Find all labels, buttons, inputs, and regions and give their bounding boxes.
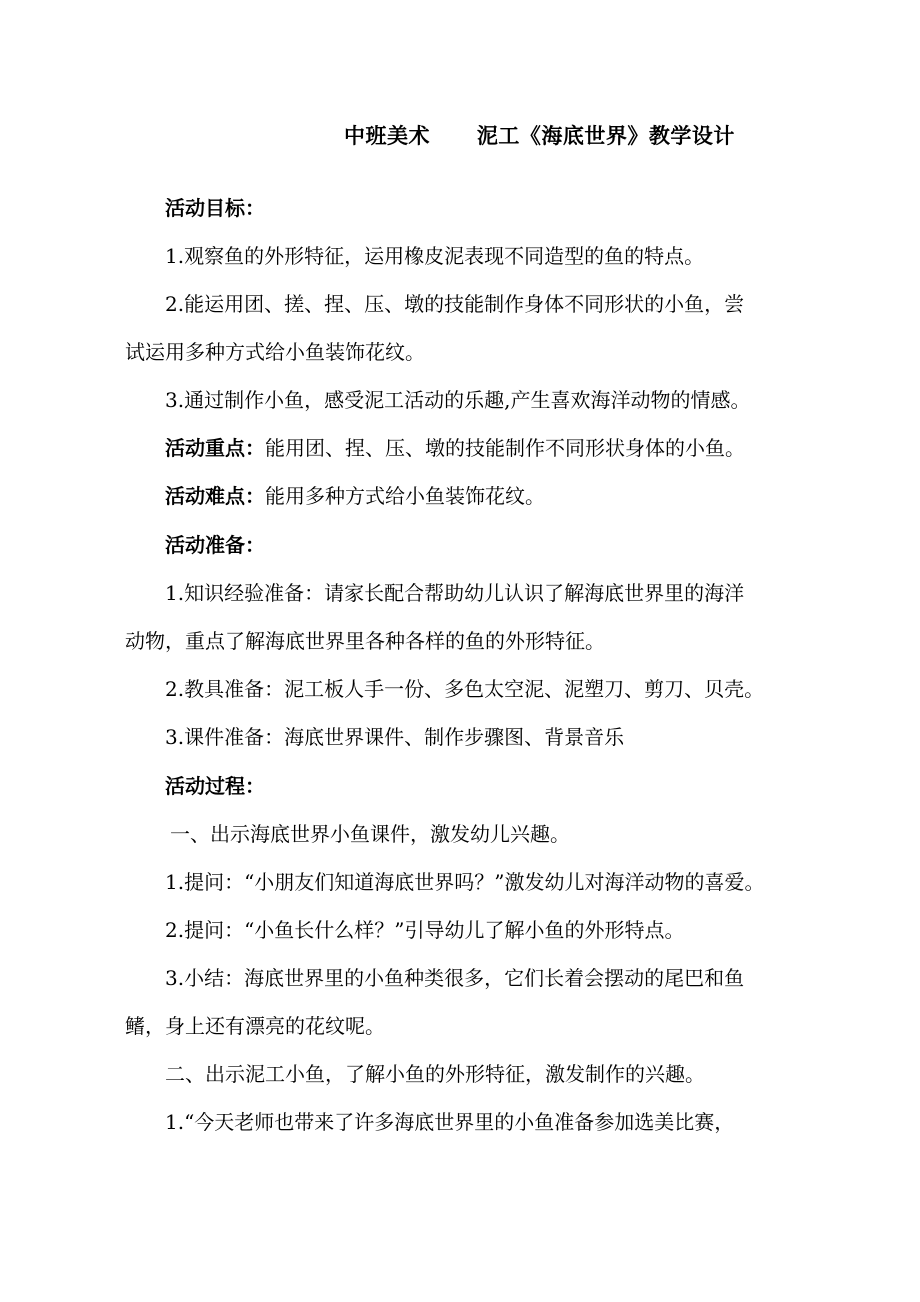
prep-heading: 活动准备： <box>165 533 265 557</box>
step-1: 一、出示海底世界小鱼课件，激发幼儿兴趣。 <box>170 822 570 846</box>
goals-heading: 活动目标： <box>165 196 265 220</box>
prep-1-line-1: 1.知识经验准备：请家长配合帮助幼儿认识了解海底世界里的海洋 <box>165 581 745 605</box>
step-1-1: 1.提问：“小朋友们知道海底世界吗？”激发幼儿对海洋动物的喜爱。 <box>165 870 765 894</box>
step-1-2: 2.提问：“小鱼长什么样？”引导幼儿了解小鱼的外形特点。 <box>165 918 685 942</box>
process-heading: 活动过程： <box>165 774 265 798</box>
goal-2-line-2: 试运用多种方式给小鱼装饰花纹。 <box>125 340 425 364</box>
prep-2: 2.教具准备：泥工板人手一份、多色太空泥、泥塑刀、剪刀、贝壳。 <box>165 677 765 701</box>
key-point-label: 活动重点： <box>165 436 265 460</box>
goal-1: 1.观察鱼的外形特征，运用橡皮泥表现不同造型的鱼的特点。 <box>165 244 705 268</box>
document-title: 中班美术 泥工《海底世界》教学设计 <box>344 123 735 148</box>
prep-1-line-2: 动物，重点了解海底世界里各种各样的鱼的外形特征。 <box>125 629 605 653</box>
difficulty-label: 活动难点： <box>165 484 265 508</box>
step-1-3-line-2: 鳍，身上还有漂亮的花纹呢。 <box>125 1014 385 1038</box>
key-point-text: 能用团、捏、压、墩的技能制作不同形状身体的小鱼。 <box>265 436 745 460</box>
step-2-1: 1.“今天老师也带来了许多海底世界里的小鱼准备参加选美比赛， <box>165 1110 735 1134</box>
goal-3: 3.通过制作小鱼，感受泥工活动的乐趣,产生喜欢海洋动物的情感。 <box>165 388 751 412</box>
difficulty-text: 能用多种方式给小鱼装饰花纹。 <box>265 484 545 508</box>
prep-3: 3.课件准备：海底世界课件、制作步骤图、背景音乐 <box>165 725 625 749</box>
key-point <box>165 433 845 463</box>
goal-2-line-1: 2.能运用团、搓、捏、压、墩的技能制作身体不同形状的小鱼，尝 <box>165 292 745 316</box>
step-2: 二、出示泥工小鱼，了解小鱼的外形特征，激发制作的兴趣。 <box>165 1062 705 1086</box>
step-1-3-line-1: 3.小结：海底世界里的小鱼种类很多，它们长着会摆动的尾巴和鱼 <box>165 966 745 990</box>
difficulty <box>165 481 845 511</box>
